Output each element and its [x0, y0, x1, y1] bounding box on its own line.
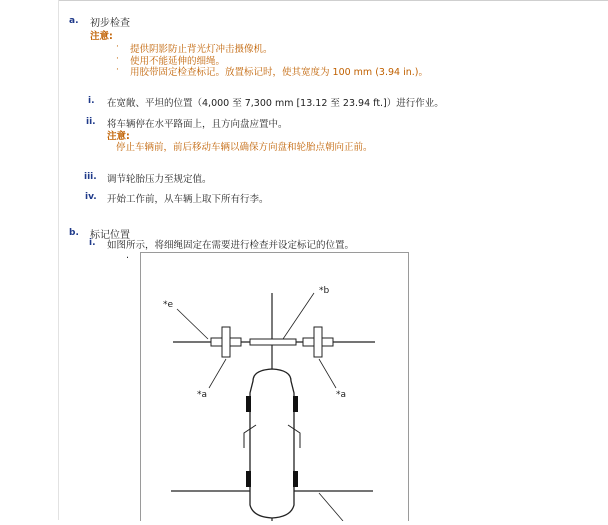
leader-bottom: [319, 493, 343, 521]
note-bullet: ·: [116, 54, 119, 64]
note-bullet: ·: [116, 65, 119, 75]
left-cross-mark: [211, 327, 241, 357]
figure-svg: [141, 253, 408, 521]
section-a-title: 初步检查: [90, 18, 130, 29]
step-marker: i.: [88, 96, 95, 106]
label-a-left: *a: [197, 390, 208, 400]
label-b: *b: [319, 286, 330, 296]
marker-position-figure: [140, 252, 409, 521]
section-a-note-label: 注意:: [90, 31, 113, 42]
step-text: 调节轮胎压力至规定值。: [107, 174, 212, 185]
label-e: *e: [163, 300, 174, 310]
step-marker: ii.: [86, 117, 96, 127]
step-text: 在宽敞、平坦的位置（4,000 至 7,300 mm [13.12 至 23.94 ft.]）进行作业。: [107, 98, 444, 109]
leader-e: [177, 309, 208, 339]
section-a-marker: a.: [69, 16, 79, 26]
center-mark: [250, 339, 296, 345]
section-b-marker: b.: [69, 228, 79, 238]
step-note: 停止车辆前，前后移动车辆以确保方向盘和轮胎点朝向正前。: [116, 142, 373, 153]
step-marker: iii.: [84, 172, 97, 182]
leader-a-right: [319, 359, 336, 388]
step-marker: i.: [89, 238, 96, 248]
step-text: 将车辆停在水平路面上，且方向盘应置中。: [107, 119, 288, 130]
step-text: 开始工作前，从车辆上取下所有行李。: [107, 194, 269, 205]
step-text: 如图所示，将细绳固定在需要进行检查并设定标记的位置。: [107, 240, 355, 251]
note-item: 用胶带固定检查标记。放置标记时，使其宽度为 100 mm (3.94 in.)。: [130, 67, 428, 78]
label-a-right: *a: [336, 390, 347, 400]
note-item: 使用不能延伸的细绳。: [130, 56, 226, 67]
step-marker: iv.: [85, 192, 97, 202]
vehicle-outline: [244, 369, 300, 518]
section-b-title: 标记位置: [90, 230, 130, 241]
step-note-label: 注意:: [107, 131, 130, 142]
right-cross-mark: [303, 327, 333, 357]
leader-b: [283, 293, 314, 339]
leader-a-left: [209, 359, 226, 388]
note-item: 提供阴影防止背光灯冲击摄像机。: [130, 44, 273, 55]
figure-dot: .: [126, 250, 130, 261]
note-bullet: ·: [116, 42, 119, 52]
top-rule: [58, 0, 608, 1]
left-rule: [58, 0, 59, 520]
